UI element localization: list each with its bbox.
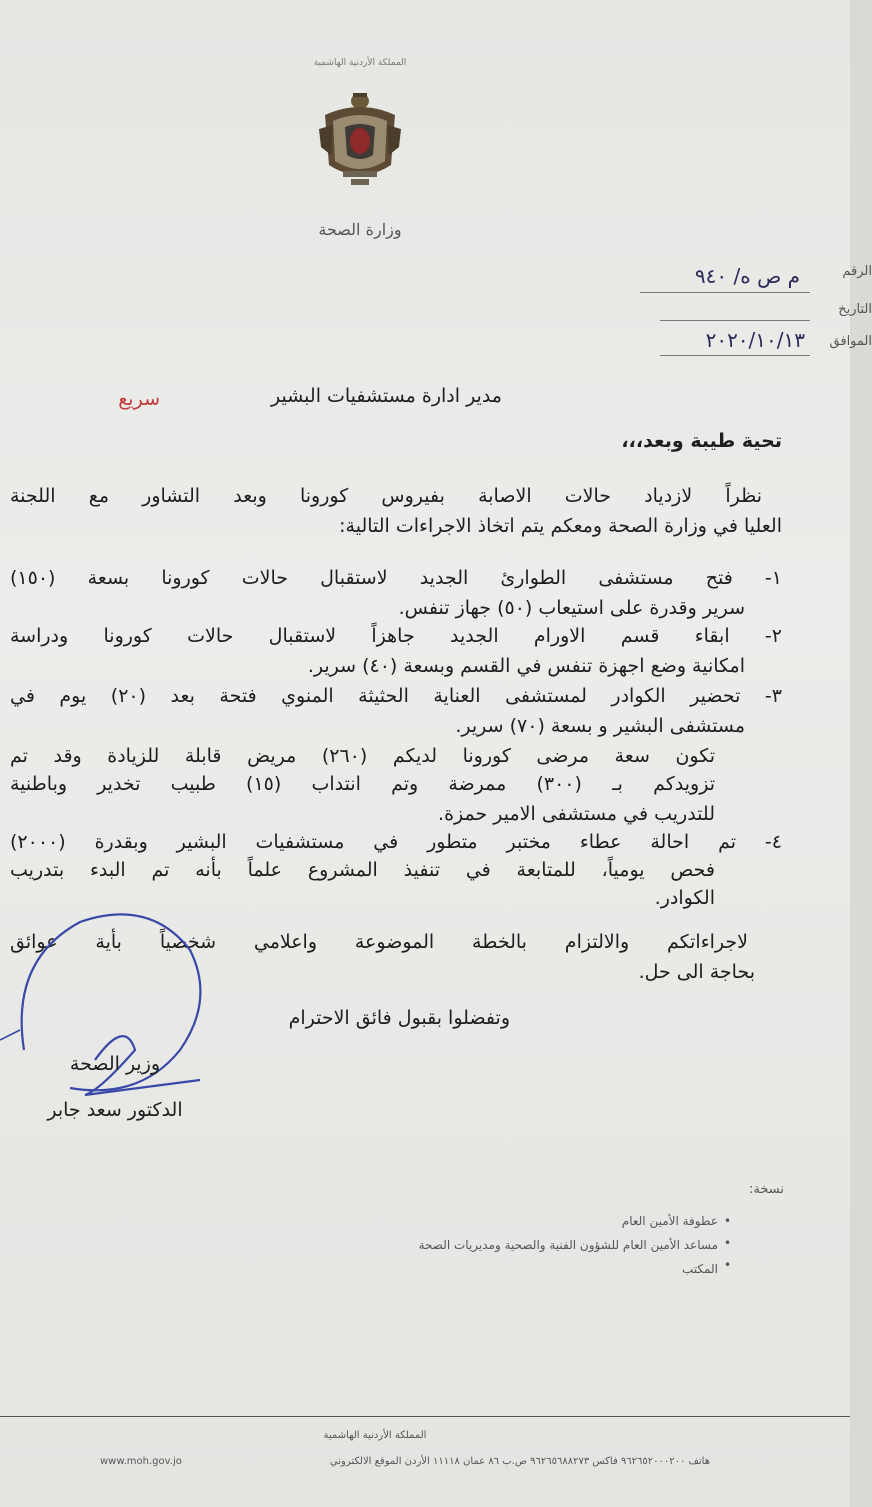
- intro-line-1: نظراً لازدياد حالات الاصابة بفيروس كورونا وبعد التشاور مع اللجنة: [10, 485, 762, 507]
- closing-line-2: بحاجة الى حل.: [638, 961, 755, 983]
- item-1-line-1: ١- فتح مستشفى الطوارئ الجديد لاستقبال حالات كورونا بسعة (١٥٠): [10, 567, 782, 589]
- item-3-line-2: مستشفى البشير و بسعة (٧٠) سرير.: [455, 715, 745, 737]
- closing-line-1: لاجراءاتكم والالتزام بالخطة الموضوعة واعلامي شخصياً بأية عوائق: [10, 931, 748, 953]
- bullet: • • •: [724, 1214, 732, 1272]
- hijri-rule: [660, 355, 810, 356]
- item-1-line-2: سرير وقدرة على استيعاب (٥٠) جهاز تنفس.: [398, 597, 745, 619]
- signer-title: وزير الصحة: [69, 1053, 161, 1075]
- footer-rule: [0, 1416, 850, 1417]
- footer-contact: هاتف ٩٦٢٦٥٢٠٠٠٢٠٠ فاكس ٩٦٢٦٥٦٨٨٢٧٣ ص.ب ٨٦ عمان ١١١١٨ الأردن الموقع الالكتروني: [329, 1456, 710, 1467]
- greeting: تحية طيبة وبعد،،،: [621, 430, 782, 452]
- date-label: التاريخ: [838, 302, 872, 317]
- ref-number: م ص ه/ ٩٤٠: [694, 264, 800, 288]
- footer-website[interactable]: www.moh.gov.jo: [100, 1456, 182, 1467]
- copies-label: نسخة:: [749, 1182, 784, 1197]
- urgent-stamp: سريع: [118, 388, 160, 410]
- ref-rule: [640, 292, 810, 293]
- item-4-line-3: الكوادر.: [654, 887, 715, 909]
- recipient: مدير ادارة مستشفيات البشير: [271, 385, 502, 407]
- copy-item: عطوفة الأمين العام: [621, 1214, 718, 1228]
- ministry-name: وزارة الصحة: [318, 220, 402, 239]
- hijri-label: الموافق: [829, 334, 872, 349]
- footer-country: المملكة الأردنية الهاشمية: [323, 1430, 427, 1441]
- item-3-line-5: للتدريب في مستشفى الامير حمزة.: [438, 803, 715, 825]
- intro-line-2: العليا في وزارة الصحة ومعكم يتم اتخاذ الاجراءات التالية:: [339, 515, 782, 537]
- item-2-line-2: امكانية وضع اجهزة تنفس في القسم وبسعة (٤٠) سرير.: [307, 655, 745, 677]
- copy-item: المكتب: [682, 1262, 718, 1276]
- regards: وتفضلوا بقبول فائق الاحترام: [288, 1007, 510, 1029]
- ref-label: الرقم: [842, 264, 872, 279]
- item-4-line-2: فحص يومياً، للمتابعة في تنفيذ المشروع علماً بأنه تم البدء بتدريب: [10, 859, 715, 881]
- item-3-line-4: تزويدكم بـ (٣٠٠) ممرضة وتم انتداب (١٥) طبيب تخدير وباطنية: [10, 773, 715, 795]
- item-2-line-1: ٢- ابقاء قسم الاورام الجديد جاهزاً لاستقبال حالات كورونا ودراسة: [10, 625, 782, 647]
- item-3-line-1: ٣- تحضير الكوادر لمستشفى العناية الحثيثة المنوي فتحة بعد (٢٠) يوم في: [10, 685, 783, 707]
- date-rule: [660, 320, 810, 321]
- top-caption: المملكة الأردنية الهاشمية: [313, 58, 407, 68]
- signer-name: الدكتور سعد جابر: [47, 1099, 183, 1121]
- coat-of-arms-icon: [315, 85, 405, 190]
- item-3-line-3: تكون سعة مرضى كورونا لديكم (٢٦٠) مريض قابلة للزيادة وقد تم: [10, 745, 715, 767]
- date-value: ٢٠٢٠/١٠/١٣: [705, 328, 805, 352]
- copy-item: مساعد الأمين العام للشؤون الفنية والصحية ومديريات الصحة: [418, 1238, 718, 1252]
- item-4-line-1: ٤- تم احالة عطاء مختبر متطور في مستشفيات البشير وبقدرة (٢٠٠٠): [10, 831, 782, 853]
